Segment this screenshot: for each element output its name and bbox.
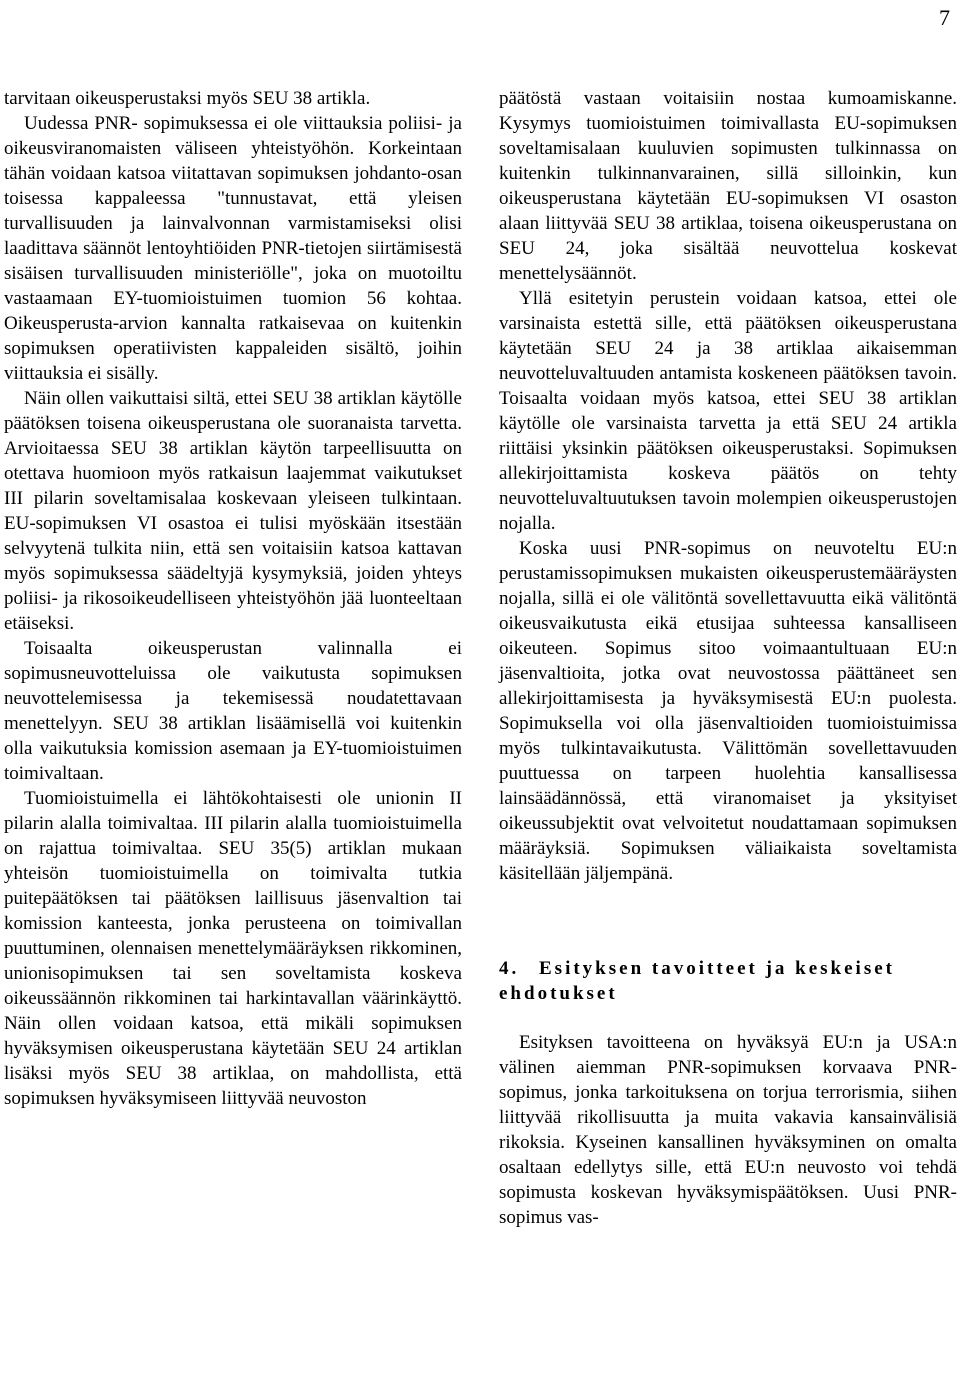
left-column <box>4 86 462 1111</box>
paragraph: päätöstä vastaan voitaisiin nostaa kumoamiskanne. Kysymys tuomioistuimen toimivallasta EU-sopimuksen soveltamisalaan kuuluvien sopimusten tulkinnassa on kuitenkin tulkinnanvarainen, sillä silloinkin, kun oikeusperustana käytetään EU-sopimuksen VI osaston alaan liittyvää SEU 38 artiklaa, toisena oikeusperustana on SEU 24, joka sisältää neuvottelua koskevat menettelysäännöt. <box>499 88 957 284</box>
paragraph: Esityksen tavoitteena on hyväksyä EU:n ja USA:n välinen aiemman PNR-sopimuksen korvaava PNR-sopimus, jonka tarkoituksena on torjua terrorismia, siihen liittyvää rikollisuutta ja muita vakavia kansainvälisiä rikoksia. Kyseinen kansallinen hyväksyminen on omalta osaltaan edellytys sille, että EU:n neuvosto voi tehdä sopimusta koskevan hyväksymispäätöksen. Uusi PNR-sopimus vas- <box>499 1032 957 1228</box>
right-column <box>499 86 957 1230</box>
page-number: 7 <box>939 5 950 30</box>
paragraph: Toisaalta oikeusperustan valinnalla ei sopimusneuvotteluissa ole vaikutusta sopimuksen neuvottelemisessa ja tekemisessä noudatettavaan menettelyyn. SEU 38 artiklan lisäämisellä voi kuitenkin olla vaikutuksia komission asemaan ja EY-tuomioistuimen toimivaltaan. <box>4 638 462 784</box>
paragraph: Uudessa PNR- sopimuksessa ei ole viittauksia poliisi- ja oikeusviranomaisten väliseen yhteistyöhön. Korkeintaan tähän voidaan katsoa viitattavan sopimuksen johdanto-osan toisessa kappaleessa "tunnustavat, että yleisen turvallisuuden ja lainvalvonnan varmistamiseksi olisi laadittava säännöt lentoyhtiöiden PNR-tietojen siirtämisestä sisäisen turvallisuuden ministeriölle", joka on muotoiltu vastaamaan EY-tuomioistuimen tuomion 56 kohtaa. Oikeusperusta-arvion kannalta ratkaisevaa on kuitenkin sopimuksen operatiivisten kappaleiden sisältö, joihin viittauksia ei sisälly. <box>4 113 462 384</box>
section-heading <box>499 956 957 1006</box>
section-number: 4. <box>499 958 520 979</box>
paragraph: tarvitaan oikeusperustaksi myös SEU 38 artikla. <box>4 88 371 109</box>
paragraph: Tuomioistuimella ei lähtökohtaisesti ole unionin II pilarin alalla toimivaltaa. III pilarin alalla tuomioistuimella on rajattua toimivaltaa. SEU 35(5) artiklan mukaan yhteisön tuomioistuimella on toimivalta tutkia puitepäätöksen tai päätöksen laillisuus jäsenvaltion tai komission kanteesta, jonka perusteena on toimivallan puuttuminen, olennaisen menettelymääräyksen rikkominen, unionisopimuksen tai sen soveltamista koskeva oikeussäännön rikkominen tai harkintavallan väärinkäyttö. Näin ollen voidaan katsoa, että mikäli sopimuksen hyväksymisen oikeusperustana käytetään SEU 24 artiklan lisäksi myös SEU 38 artiklaa, on mahdollista, että sopimuksen hyväksymiseen liittyvää neuvoston <box>4 788 462 1109</box>
section-title: Esityksen tavoitteet ja keskeiset ehdotukset <box>499 958 895 1004</box>
paragraph: Näin ollen vaikuttaisi siltä, ettei SEU 38 artiklan käytölle päätöksen toisena oikeusperustana ole suoranaista tarvetta. Arvioitaessa SEU 38 artiklan käytön tarpeellisuutta on otettava huomioon myös ratkaisun laajemmat vaikutukset III pilarin soveltamisalaa koskevaan yleiseen tulkintaan. EU-sopimuksen VI osastoa ei tulisi myöskään itsestään selvyytenä tulkita niin, että sen voitaisiin katsoa kattavan myös sopimuksessa säädeltyjä kysymyksiä, joiden yhteys poliisi- ja rikosoikeudelliseen yhteistyöhön jää luonteeltaan etäiseksi. <box>4 388 462 634</box>
paragraph: Koska uusi PNR-sopimus on neuvoteltu EU:n perustamissopimuksen mukaisten oikeusperustemääräysten nojalla, sillä ei ole välitöntä sovellettavuutta eikä välitöntä oikeusvaikutusta eikä etusijaa suhteessa kansalliseen oikeuteen. Sopimus sitoo voimaantultuaan EU:n jäsenvaltioita, jotka ovat neuvostossa päättäneet sen allekirjoittamisesta ja hyväksymisestä EU:n puolesta. Sopimuksella voi olla jäsenvaltioiden tuomioistuimissa myös tulkintavaikutusta. Välittömän sovellettavuuden puuttuessa on tarpeen huolehtia kansallisessa lainsäädännössä, että viranomaiset ja yksityiset oikeussubjektit ovat velvoitetut noudattamaan sopimuksen määräyksiä. Sopimuksen väliaikaista soveltamista käsitellään jäljempänä. <box>499 538 957 884</box>
section-spacer <box>499 886 957 956</box>
paragraph: Yllä esitetyin perustein voidaan katsoa, ettei ole varsinaista estettä sille, että päätöksen oikeusperustana käytetään SEU 24 ja 38 artiklaa aikaisemman neuvotteluvaltuuden antamista koskeneen päätöksen tavoin. Toisaalta voidaan myös katsoa, ettei SEU 38 artiklan käytölle ole varsinaista tarvetta ja että SEU 24 artikla riittäisi yksinkin päätöksen oikeusperustaksi. Sopimuksen allekirjoittamista koskeva päätös on tehty neuvotteluvaltuutuksen tavoin molempien oikeusperustojen nojalla. <box>499 288 957 534</box>
